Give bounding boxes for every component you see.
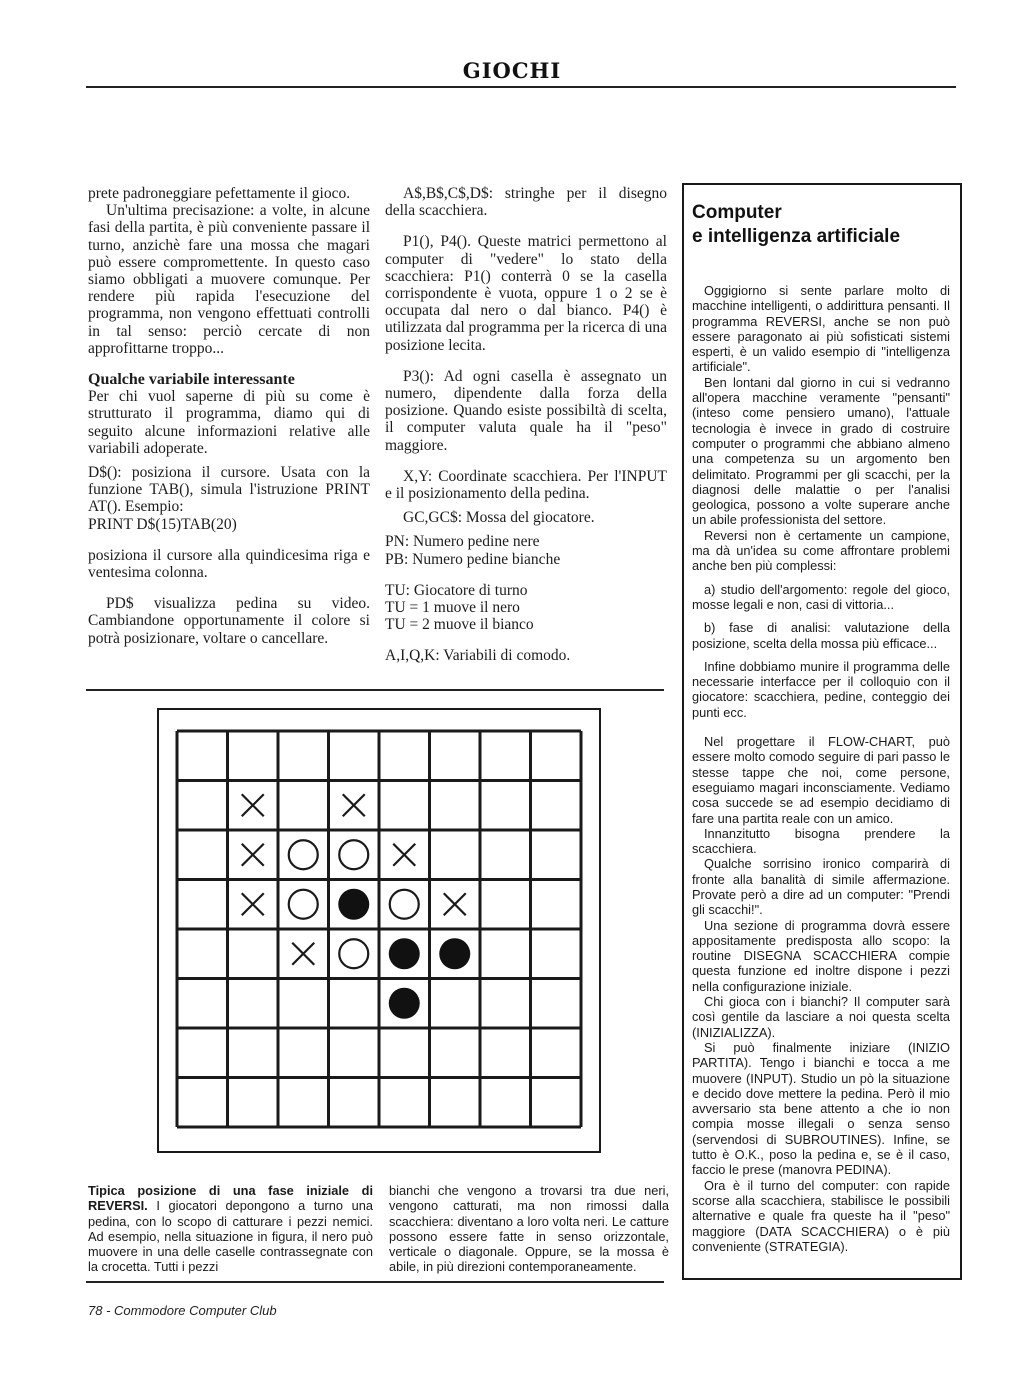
black-piece [338, 889, 369, 920]
paragraph: GC,GC$: Mossa del giocatore. [403, 509, 595, 527]
sidebar-paragraph: Innanzitutto bisogna prendere la scacchiera. [692, 825, 950, 857]
paragraph: P3(): Ad ogni casella è assegnato un numero, dipendente dalla forza della posizione. Quando esiste possibiltà di scelta, il computer valuta quale ha il "peso" maggiore. [385, 367, 667, 454]
sidebar-paragraph: Ora è il turno del computer: con rapide scorse alla scacchiera, stabilisce le possibili alternative e quale fra queste ha il "peso" maggiore (DATA SCACCHIERA) o è più conveniente (STRATEGIA). [692, 1177, 950, 1254]
sidebar-list-item: b) fase di analisi: valutazione della posizione, scelta della mossa più efficace... [692, 620, 950, 651]
sidebar-paragraph: Infine dobbiamo munire il programma delle necessarie interfacce per il colloquio con il giocatore: scacchiera, pedine, conteggio dei punti ecc. [692, 658, 950, 720]
page-footer: 78 - Commodore Computer Club [88, 1303, 277, 1318]
paragraph: posiziona il cursore alla quindicesima riga e ventesima colonna. [88, 546, 370, 582]
paragraph: prete padroneggiare pefettamente il gioco. [88, 185, 351, 202]
white-piece [289, 840, 318, 869]
sidebar-title [692, 201, 900, 249]
section-divider [86, 689, 664, 691]
variable-line: PN: Numero pedine nere [385, 533, 540, 551]
paragraph: Per chi vuol saperne di più su come è strutturato il programma, diamo qui di seguito alcune informazioni relative alle variabili adoperate. [88, 388, 370, 457]
subheading: Qualche variabile interessante [88, 371, 295, 389]
paragraph: X,Y: Coordinate scacchiera. Per l'INPUT e il posizionamento della pedina. [385, 467, 667, 503]
sidebar-body [692, 283, 950, 1254]
caption-divider [86, 1281, 664, 1283]
black-piece [439, 938, 470, 969]
header-divider [86, 86, 956, 88]
paragraph: PD$ visualizza pedina su video. Cambiandone opportunamente il colore si potrà posizionare, voltare o cancellare. [88, 595, 370, 647]
sidebar-paragraph: Si può finalmente iniziare (INIZIO PARTITA). Tengo i bianchi e tocca a me muovere (INPUT). Studio un pò la situazione e decido dove mettere la pedina. Però il mio avversario sta bene attento a che io non compia mosse illegali o senza senso (servendosi di SUBROUTINES). Infine, se tutto è O.K., poso la pedina e, se è il caso, faccio le prese (manovra PEDINA). [692, 1039, 950, 1178]
figure-caption-part-2 [389, 1183, 669, 1275]
paragraph: P1(), P4(). Queste matrici permettono al computer di "vedere" lo stato della scacchiera: P1() conterrà 0 se la casella corrispondente è vuota, oppure 1 o 2 se è occupata dal nero o dal bianco. P4() è utilizzata dal programma per la ricerca di una posizione lecita. [385, 233, 667, 354]
sidebar-title-line: e intelligenza artificiale [692, 226, 901, 247]
sidebar-paragraph: Ben lontani dal giorno in cui si vedranno all'opera macchine veramente "pensanti" (inteso come pensiero umano), l'attuale tecnologia è invece in grado di costruire computer o programmi che abbiano almeno una competenza su un argomento ben delimitato. Programmi per gli scacchi, per la diagnosi delle malattie o per l'analisi geologica, possono a volte superare anche un abile professionista del settore. [692, 374, 950, 528]
code-example: PRINT D$(15)TAB(20) [88, 515, 237, 533]
sidebar-paragraph: Una sezione di programma dovrà essere appositamente predisposta allo scopo: la routine DISEGNA SCACCHIERA compie questa funzione ed inoltre dispone i pezzi nella configurazione iniziale. [692, 917, 950, 994]
white-piece [339, 939, 368, 968]
figure-caption-part-1 [88, 1183, 373, 1275]
black-piece [389, 938, 420, 969]
white-piece [339, 840, 368, 869]
variable-line: A,I,Q,K: Variabili di comodo. [385, 647, 571, 665]
sidebar-title-line: Computer [692, 202, 782, 223]
sidebar-paragraph: Chi gioca con i bianchi? Il computer sarà così gentile da lasciare a noi questa scelta (INIZIALIZZA). [692, 994, 950, 1040]
sidebar-paragraph: Oggigiorno si sente parlare molto di macchine intelligenti, o addirittura pensanti. Il programma REVERSI, anche se non può essere paragonato ai più sofisticati sistemi esperti, è un valido esempio di "intelligenza artificiale". [692, 283, 950, 375]
sidebar-list-item: a) studio dell'argomento: regole del gioco, mosse legali e non, casi di vittoria... [692, 581, 950, 612]
variable-line: PB: Numero pedine bianche [385, 550, 561, 568]
caption-text: I giocatori depongono a turno una pedina, con lo scopo di catturare i pezzi nemici. Ad esempio, nella situazione in figura, il nero può muovere in una delle caselle contrassegnate con la crocetta. Tutti i pezzi [88, 1198, 373, 1275]
white-piece [289, 890, 318, 919]
reversi-board [175, 729, 583, 1129]
variable-line: TU: Giocatore di turno [385, 581, 528, 599]
paragraph: A$,B$,C$,D$: stringhe per il disegno della scacchiera. [385, 185, 667, 220]
variable-line: TU = 2 muove il bianco [385, 616, 534, 634]
caption-lead: Tipica posizione di una fase iniziale di REVERSI. [88, 1183, 373, 1214]
sidebar-paragraph: Nel progettare il FLOW-CHART, può essere molto comodo seguire di pari passo le stesse tappe che noi, come persone, eseguiamo magari inconsciamente. Vediamo cosa succede se ad esempio decidiamo di fare una partita reale con un amico. [692, 734, 950, 826]
sidebar-paragraph: Qualche sorrisino ironico comparirà di fronte alla banalità di simile affermazione. Provate però a dire ad un computer: "Prendi gli scacchi!". [692, 856, 950, 918]
black-piece [389, 988, 420, 1019]
paragraph: D$(): posiziona il cursore. Usata con la funzione TAB(), simula l'istruzione PRINT AT(). Esempio: [88, 464, 370, 516]
paragraph: Un'ultima precisazione: a volte, in alcune fasi della partita, è più conveniente passare il turno, anzichè fare una mossa che magari può essere compromettente. In questo caso siamo obbligati a muovere comunque. Per rendere più rapida l'esecuzione del programma, non vengono effettuati controlli in tal senso: perciò cercate di non approfittarne troppo... [88, 202, 370, 357]
white-piece [390, 890, 419, 919]
caption-text: bianchi che vengono a trovarsi tra due neri, vengono catturati, ma non rimossi dalla scacchiera: diventano a loro volta neri. Le catture possono essere fatte in senso orizzontale, verticale o diagonale. Oppure, se la mossa è abile, in più direzioni contemporaneamente. [389, 1183, 669, 1275]
article-column-1 [88, 185, 370, 647]
article-column-2 [385, 185, 667, 665]
variable-line: TU = 1 muove il nero [385, 599, 520, 617]
sidebar-paragraph: Reversi non è certamente un campione, ma dà un'idea su come affrontare problemi anche ben più complessi: [692, 527, 950, 574]
section-title: GIOCHI [462, 58, 562, 83]
